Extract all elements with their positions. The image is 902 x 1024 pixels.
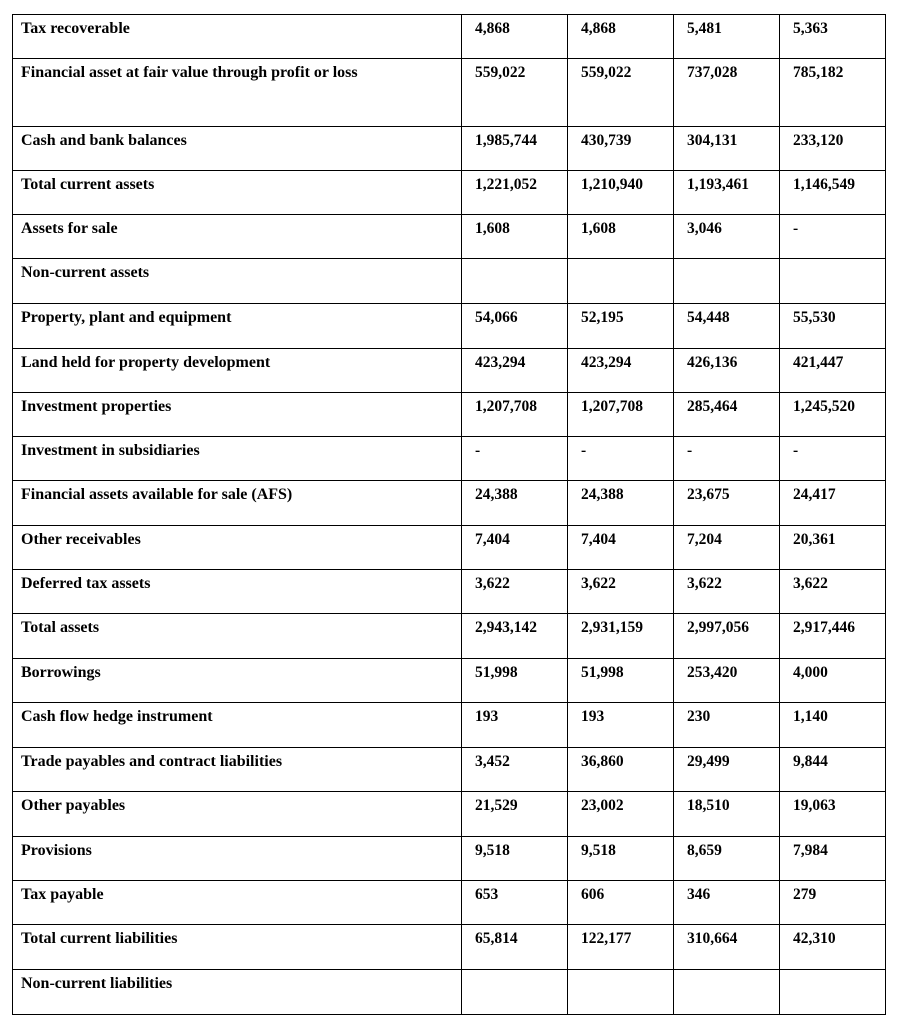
value-cell-col-1: 51,998 [462,659,568,703]
value-cell-col-2: 24,388 [568,481,674,526]
value-cell-col-2: 1,210,940 [568,171,674,215]
row-label: Borrowings [13,659,462,703]
value-cell-col-1: 2,943,142 [462,614,568,659]
table-row [13,393,886,437]
table-row [13,349,886,393]
table-row [13,792,886,837]
value-cell-col-3: 23,675 [674,481,780,526]
value-cell-col-4 [780,970,886,1015]
row-label: Tax recoverable [13,15,462,59]
value-cell-col-1: 3,452 [462,748,568,792]
value-cell-col-4: 19,063 [780,792,886,837]
value-cell-col-3: 230 [674,703,780,748]
row-label: Financial assets available for sale (AFS) [13,481,462,526]
table-row [13,215,886,259]
value-cell-col-2: 193 [568,703,674,748]
value-cell-col-1: 559,022 [462,59,568,127]
table-row [13,614,886,659]
value-cell-col-2: 7,404 [568,526,674,570]
value-cell-col-4: 20,361 [780,526,886,570]
financial-table [12,14,886,1015]
value-cell-col-1: 4,868 [462,15,568,59]
value-cell-col-1: 9,518 [462,837,568,881]
value-cell-col-4: 42,310 [780,925,886,970]
table-row [13,437,886,481]
value-cell-col-3: 8,659 [674,837,780,881]
table-row [13,703,886,748]
value-cell-col-2: 423,294 [568,349,674,393]
value-cell-col-2: 51,998 [568,659,674,703]
value-cell-col-1: 54,066 [462,304,568,349]
value-cell-col-3: 54,448 [674,304,780,349]
value-cell-col-3: 18,510 [674,792,780,837]
value-cell-col-4: 24,417 [780,481,886,526]
table-row [13,526,886,570]
value-cell-col-4: 233,120 [780,127,886,171]
table-row [13,304,886,349]
value-cell-col-1: 3,622 [462,570,568,614]
value-cell-col-4: - [780,215,886,259]
value-cell-col-2: 9,518 [568,837,674,881]
row-label: Non-current assets [13,259,462,304]
value-cell-col-1: - [462,437,568,481]
row-label: Cash flow hedge instrument [13,703,462,748]
value-cell-col-3: 1,193,461 [674,171,780,215]
table-row [13,881,886,925]
value-cell-col-1: 1,207,708 [462,393,568,437]
row-label: Assets for sale [13,215,462,259]
value-cell-col-1: 423,294 [462,349,568,393]
value-cell-col-4: 1,245,520 [780,393,886,437]
value-cell-col-3: 253,420 [674,659,780,703]
row-label: Total assets [13,614,462,659]
row-label: Cash and bank balances [13,127,462,171]
row-label: Property, plant and equipment [13,304,462,349]
value-cell-col-3 [674,970,780,1015]
row-label: Investment properties [13,393,462,437]
value-cell-col-3: 285,464 [674,393,780,437]
row-label: Other payables [13,792,462,837]
value-cell-col-1: 24,388 [462,481,568,526]
value-cell-col-3: 346 [674,881,780,925]
table-row [13,259,886,304]
value-cell-col-4: 4,000 [780,659,886,703]
value-cell-col-4: 55,530 [780,304,886,349]
value-cell-col-2: 122,177 [568,925,674,970]
value-cell-col-4: 9,844 [780,748,886,792]
value-cell-col-2: 430,739 [568,127,674,171]
row-label: Deferred tax assets [13,570,462,614]
value-cell-col-4: - [780,437,886,481]
value-cell-col-3: 7,204 [674,526,780,570]
value-cell-col-1: 1,985,744 [462,127,568,171]
row-label: Land held for property development [13,349,462,393]
value-cell-col-4: 1,146,549 [780,171,886,215]
value-cell-col-2: 52,195 [568,304,674,349]
value-cell-col-4: 7,984 [780,837,886,881]
value-cell-col-1: 65,814 [462,925,568,970]
table-row [13,570,886,614]
value-cell-col-4: 5,363 [780,15,886,59]
table-row [13,970,886,1015]
table-row [13,15,886,59]
row-label: Tax payable [13,881,462,925]
value-cell-col-2: 3,622 [568,570,674,614]
value-cell-col-2: 2,931,159 [568,614,674,659]
value-cell-col-2: 1,608 [568,215,674,259]
row-label: Total current liabilities [13,925,462,970]
value-cell-col-1 [462,259,568,304]
value-cell-col-1: 21,529 [462,792,568,837]
value-cell-col-1: 1,608 [462,215,568,259]
value-cell-col-3: 2,997,056 [674,614,780,659]
row-label: Total current assets [13,171,462,215]
value-cell-col-3: 3,622 [674,570,780,614]
value-cell-col-2: 23,002 [568,792,674,837]
table-row [13,748,886,792]
row-label: Financial asset at fair value through profit or loss [13,59,462,127]
table-row [13,171,886,215]
value-cell-col-3: 737,028 [674,59,780,127]
value-cell-col-3 [674,259,780,304]
value-cell-col-3: - [674,437,780,481]
value-cell-col-2: 1,207,708 [568,393,674,437]
value-cell-col-4 [780,259,886,304]
value-cell-col-2: 606 [568,881,674,925]
value-cell-col-1: 193 [462,703,568,748]
value-cell-col-3: 29,499 [674,748,780,792]
value-cell-col-3: 3,046 [674,215,780,259]
value-cell-col-1: 653 [462,881,568,925]
value-cell-col-3: 426,136 [674,349,780,393]
value-cell-col-4: 3,622 [780,570,886,614]
value-cell-col-2: - [568,437,674,481]
value-cell-col-2 [568,970,674,1015]
table-row [13,481,886,526]
value-cell-col-2: 559,022 [568,59,674,127]
value-cell-col-3: 310,664 [674,925,780,970]
table-row [13,127,886,171]
row-label: Provisions [13,837,462,881]
financial-table-body [13,15,886,1015]
value-cell-col-4: 785,182 [780,59,886,127]
table-row [13,59,886,127]
value-cell-col-4: 1,140 [780,703,886,748]
value-cell-col-2: 36,860 [568,748,674,792]
value-cell-col-2 [568,259,674,304]
row-label: Other receivables [13,526,462,570]
row-label: Trade payables and contract liabilities [13,748,462,792]
table-row [13,837,886,881]
value-cell-col-1 [462,970,568,1015]
row-label: Investment in subsidiaries [13,437,462,481]
table-row [13,659,886,703]
value-cell-col-3: 5,481 [674,15,780,59]
table-row [13,925,886,970]
value-cell-col-1: 7,404 [462,526,568,570]
value-cell-col-4: 421,447 [780,349,886,393]
value-cell-col-3: 304,131 [674,127,780,171]
value-cell-col-1: 1,221,052 [462,171,568,215]
value-cell-col-2: 4,868 [568,15,674,59]
value-cell-col-4: 279 [780,881,886,925]
row-label: Non-current liabilities [13,970,462,1015]
value-cell-col-4: 2,917,446 [780,614,886,659]
